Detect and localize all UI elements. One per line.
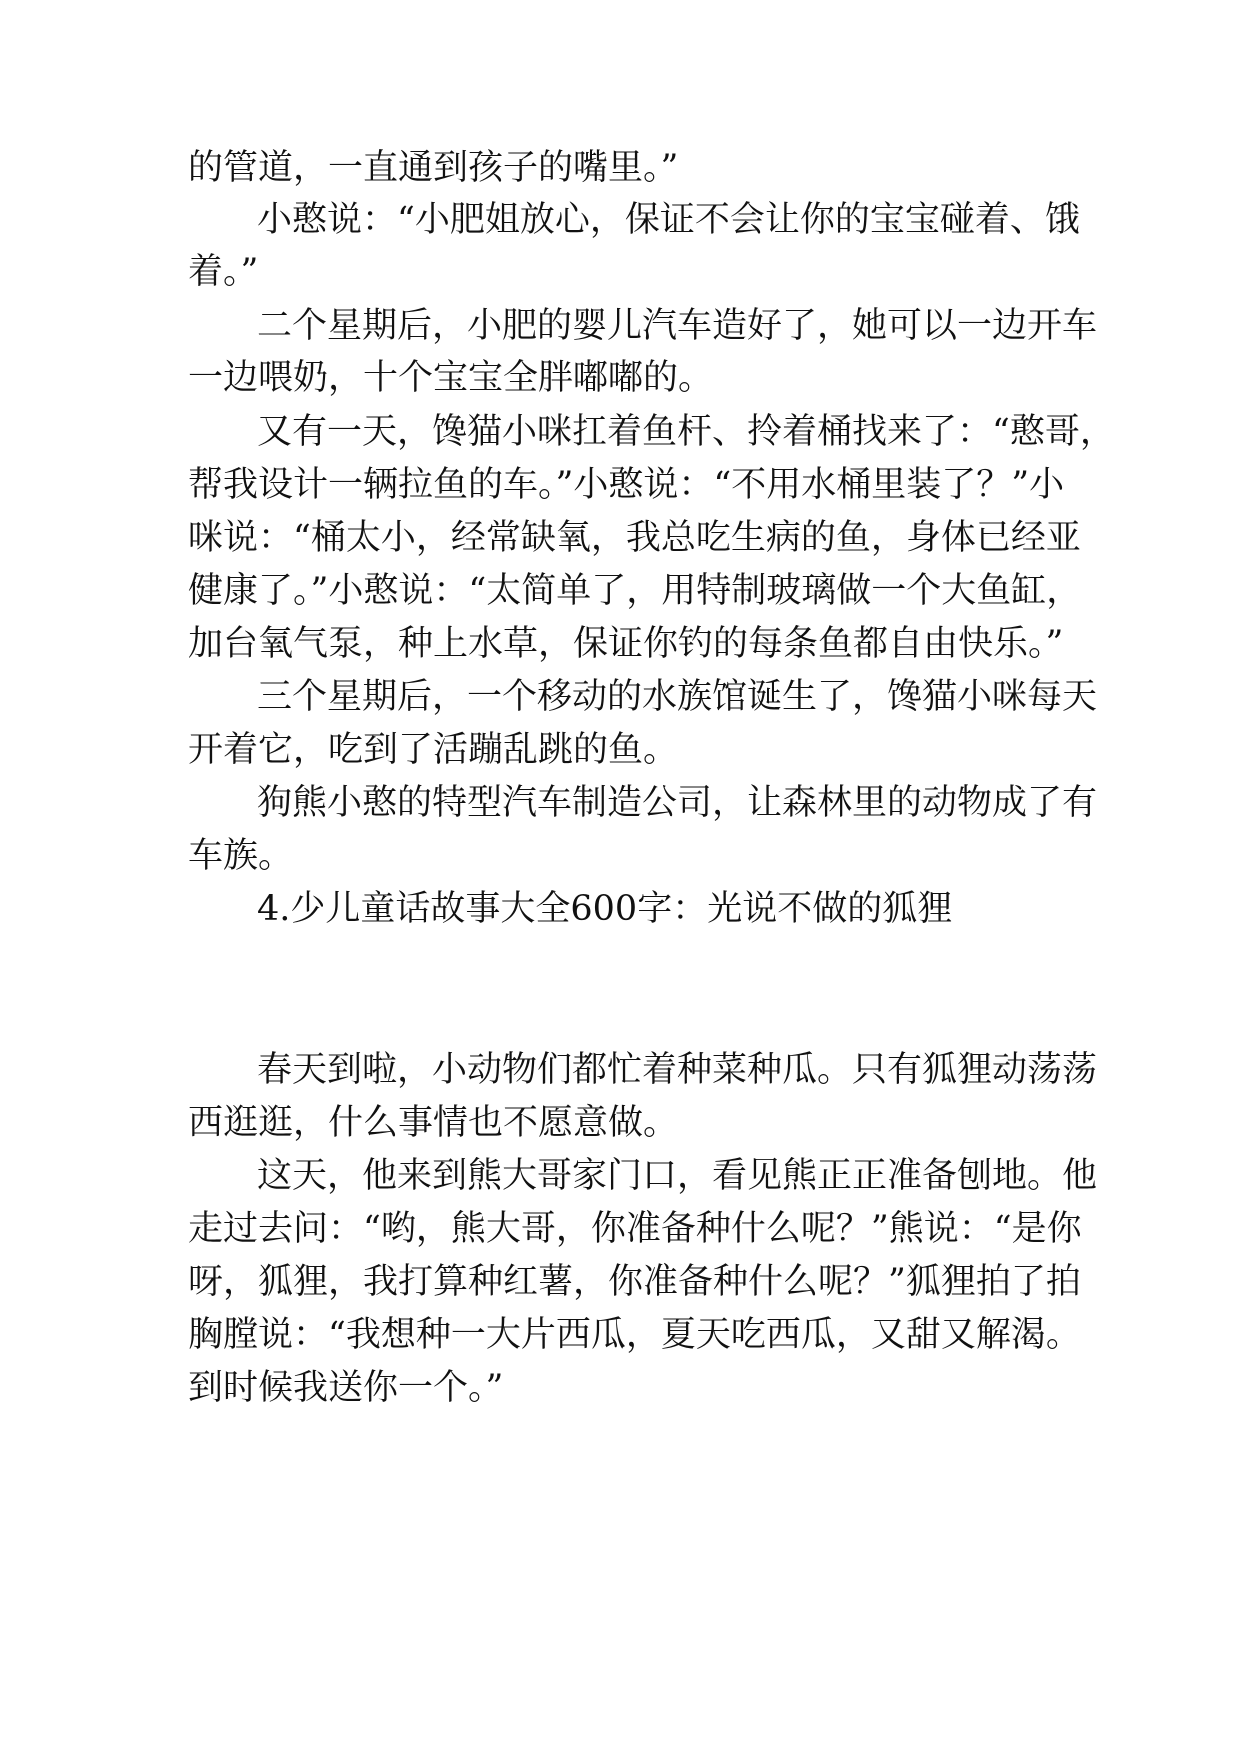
paragraph-start-line: 这天，他来到熊大哥家门口，看见熊正正准备刨地。他	[257, 1156, 1098, 1196]
text-line: 咪说：“桶太小，经常缺氧，我总吃生病的鱼，身体已经亚	[188, 518, 1081, 558]
text-line: 呀，狐狸，我打算种红薯，你准备种什么呢？”狐狸拍了拍	[188, 1262, 1081, 1302]
text-line: 的管道，一直通到孩子的嘴里。”	[188, 148, 679, 188]
text-line: 胸膛说：“我想种一大片西瓜，夏天吃西瓜，又甜又解渴。	[188, 1315, 1081, 1355]
text-line: 到时候我送你一个。”	[188, 1368, 504, 1408]
paragraph-start-line: 三个星期后，一个移动的水族馆诞生了，馋猫小咪每天	[257, 677, 1098, 717]
text-line: 开着它，吃到了活蹦乱跳的鱼。	[188, 730, 679, 770]
paragraph-start-line: 春天到啦，小动物们都忙着种菜种瓜。只有狐狸动荡荡	[257, 1050, 1098, 1090]
text-line: 健康了。”小憨说：“太简单了，用特制玻璃做一个大鱼缸，	[188, 571, 1082, 611]
text-line: 一边喂奶，十个宝宝全胖嘟嘟的。	[188, 358, 714, 398]
text-line: 着。”	[188, 252, 259, 292]
text-line: 车族。	[188, 836, 294, 876]
text-line: 帮我设计一辆拉鱼的车。”小憨说：“不用水桶里装了？”小	[188, 465, 1065, 505]
paragraph-start-line: 又有一天，馋猫小咪扛着鱼杆、拎着桶找来了：“憨哥，	[257, 412, 1115, 452]
text-line: 走过去问：“哟，熊大哥，你准备种什么呢？”熊说：“是你	[188, 1209, 1082, 1249]
section-heading: 4.少儿童话故事大全600字：光说不做的狐狸	[257, 889, 953, 929]
paragraph-start-line: 小憨说：“小肥姐放心，保证不会让你的宝宝碰着、饿	[257, 200, 1080, 240]
paragraph-start-line: 二个星期后，小肥的婴儿汽车造好了，她可以一边开车	[257, 306, 1098, 346]
text-line: 加台氧气泵，种上水草，保证你钓的每条鱼都自由快乐。”	[188, 624, 1064, 664]
text-line: 西逛逛，什么事情也不愿意做。	[188, 1103, 679, 1143]
paragraph-start-line: 狗熊小憨的特型汽车制造公司，让森林里的动物成了有	[257, 783, 1098, 823]
